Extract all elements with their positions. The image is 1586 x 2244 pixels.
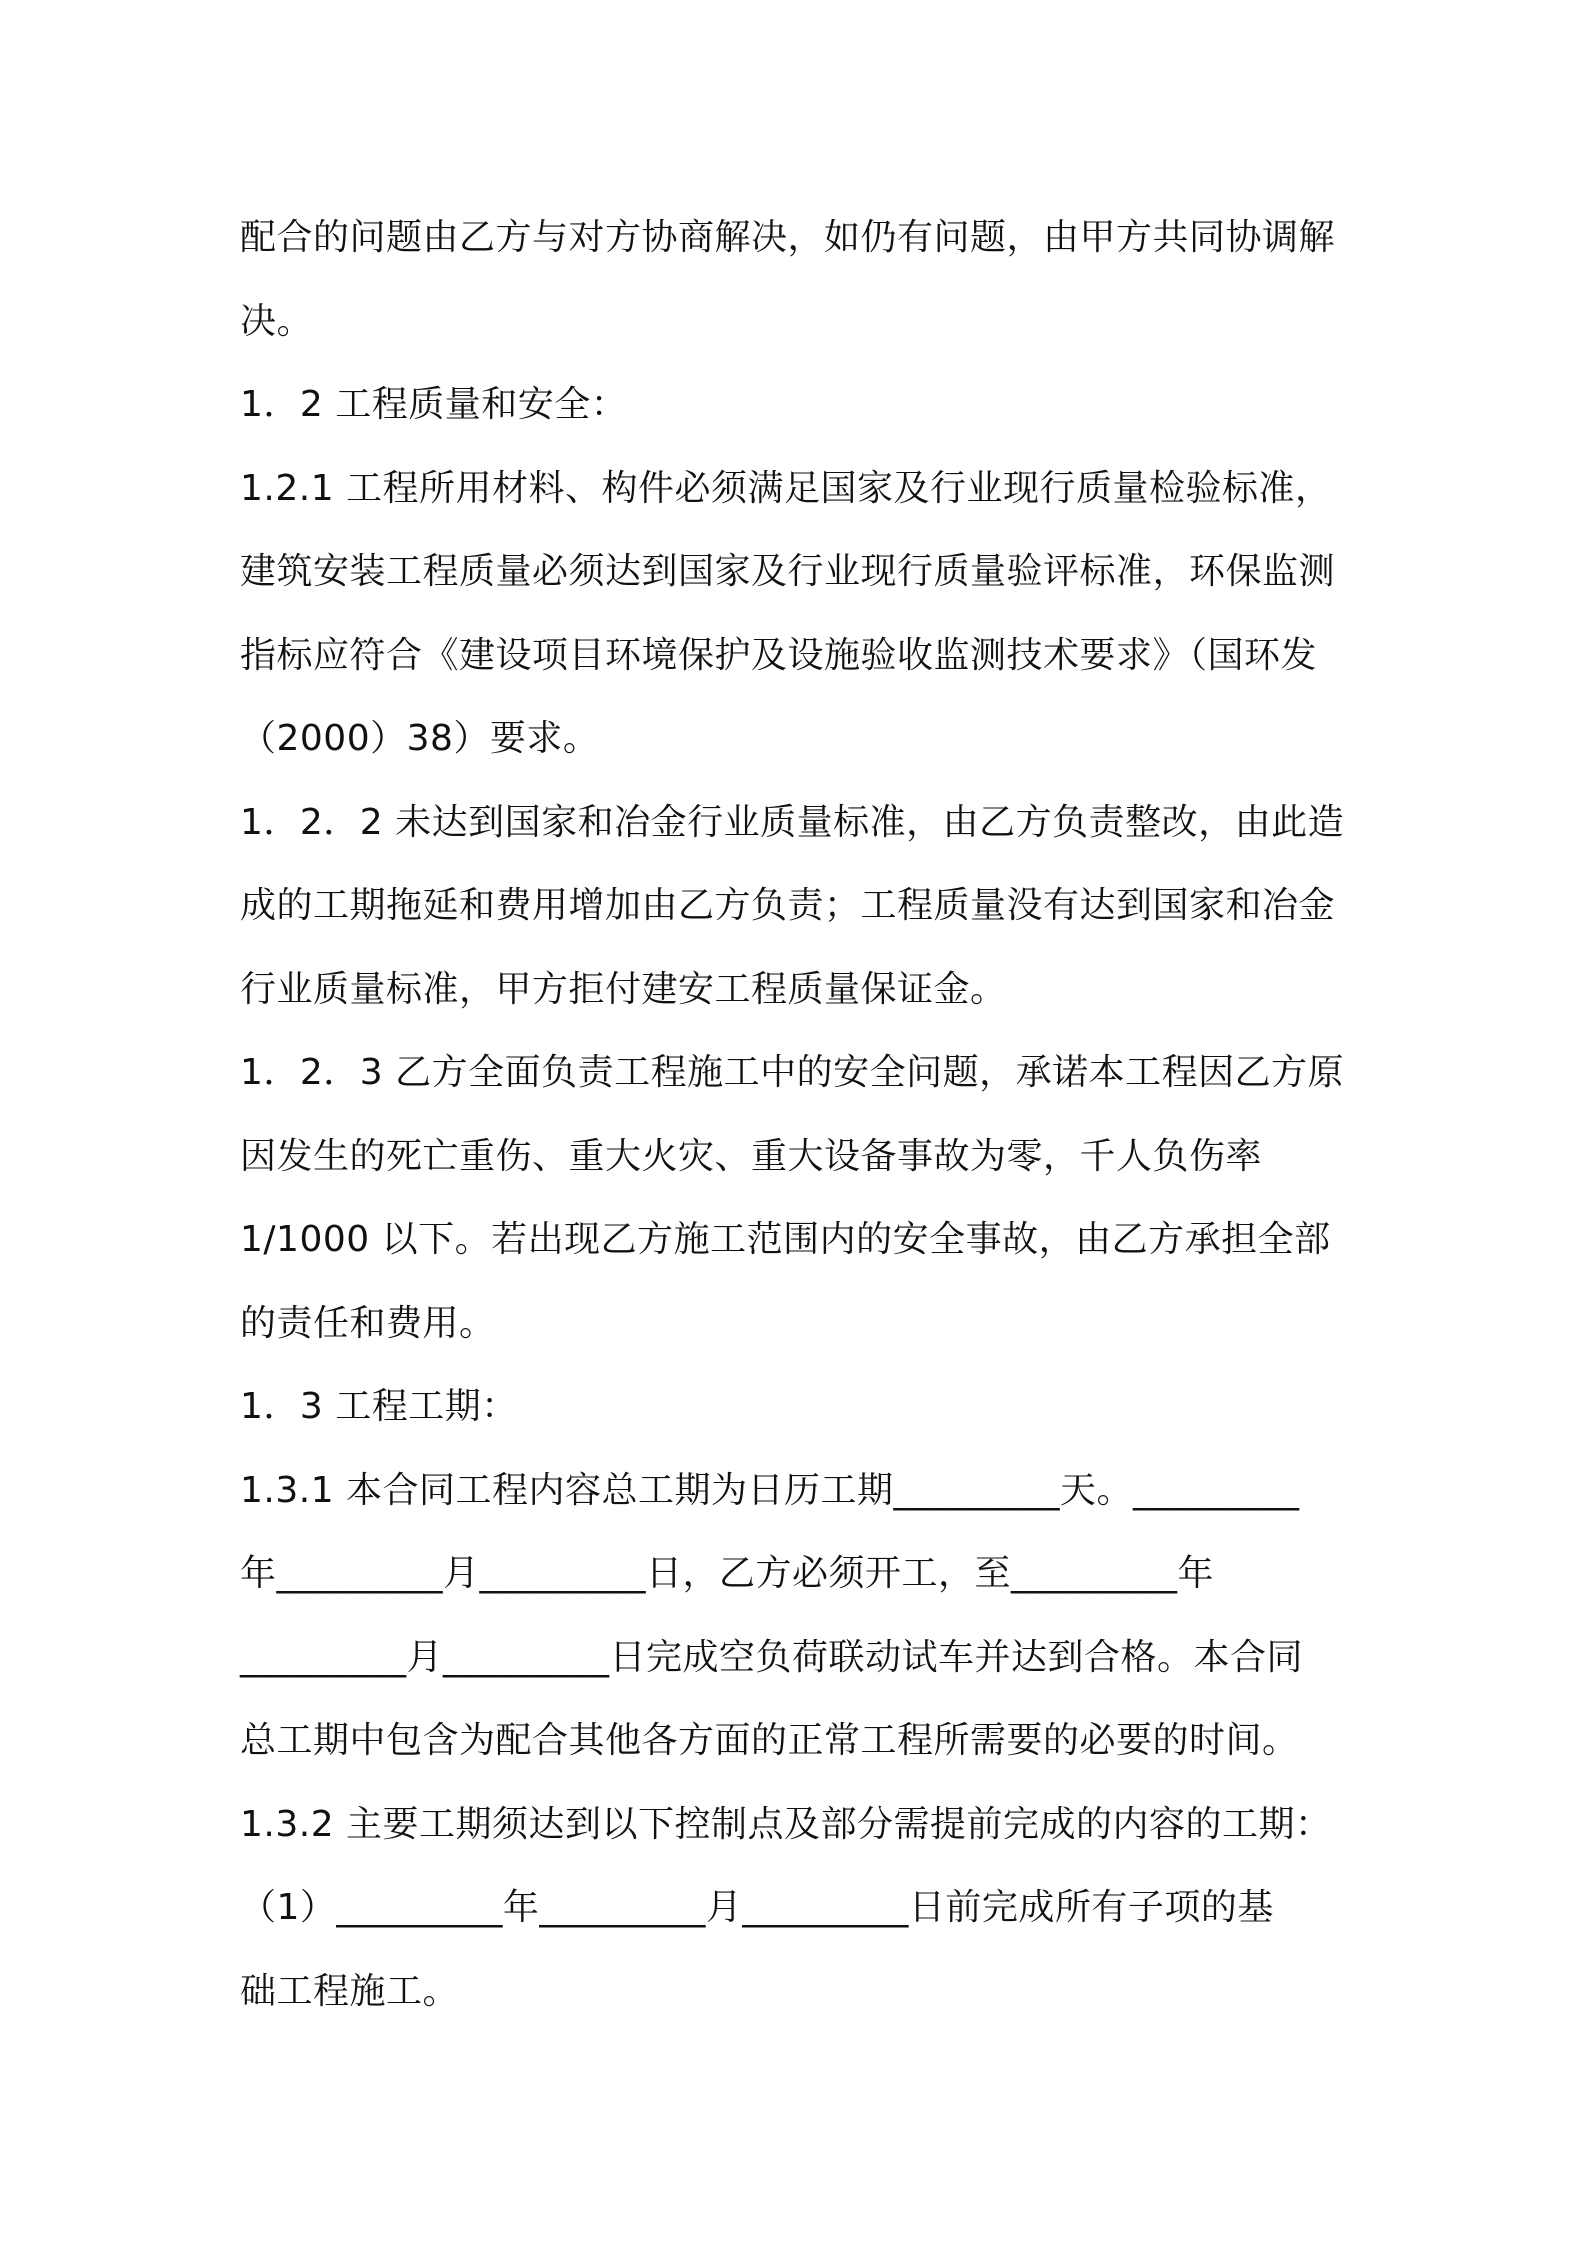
text-line: 配合的问题由乙方与对方协商解决，如仍有问题，由甲方共同协调解	[240, 217, 1336, 258]
clause-1-2-3	[240, 1031, 1358, 1365]
section-heading-schedule	[240, 1365, 1358, 1449]
text-line: 1．2．2 未达到国家和冶金行业质量标准，由乙方负责整改，由此造	[240, 801, 1345, 843]
text-line: 总工期中包含为配合其他各方面的正常工程所需要的必要的时间。	[240, 1720, 1299, 1761]
text-line: 1.2.1 工程所用材料、构件必须满足国家及行业现行质量检验标准，	[240, 467, 1332, 509]
clause-1-3-1	[240, 1449, 1358, 1783]
text-line: 因发生的死亡重伤、重大火灾、重大设备事故为零，千人负伤率	[240, 1135, 1263, 1177]
text-line: 年_________月_________日，乙方必须开工，至_________年	[240, 1553, 1215, 1594]
text-line: _________月_________日完成空负荷联动试车并达到合格。本合同	[240, 1636, 1304, 1678]
document-body	[240, 196, 1358, 2033]
clause-1-2-2	[240, 781, 1358, 1032]
text-line: 建筑安装工程质量必须达到国家及行业现行质量验评标准，环保监测	[240, 551, 1336, 592]
text-line: 决。	[240, 300, 314, 342]
text-line: 指标应符合《建设项目环境保护及设施验收监测技术要求》（国环发	[240, 634, 1318, 676]
text-line: 1/1000 以下。若出现乙方施工范围内的安全事故，由乙方承担全部	[240, 1219, 1331, 1260]
text-line: 1．2．3 乙方全面负责工程施工中的安全问题，承诺本工程因乙方原	[240, 1052, 1345, 1093]
text-line: （1）_________年_________月_________日前完成所有子项的基	[240, 1887, 1274, 1928]
text-line: 础工程施工。	[240, 1970, 460, 2012]
text-line: 1．2 工程质量和安全：	[240, 384, 628, 425]
clause-1-2-1	[240, 447, 1358, 781]
text-line: 成的工期拖延和费用增加由乙方负责；工程质量没有达到国家和冶金	[240, 885, 1336, 926]
text-line: （2000）38）要求。	[240, 718, 600, 759]
clause-1-3-2	[240, 1783, 1358, 2034]
text-line: 1.3.2 主要工期须达到以下控制点及部分需提前完成的内容的工期：	[240, 1803, 1332, 1845]
text-line: 行业质量标准，甲方拒付建安工程质量保证金。	[240, 968, 1007, 1010]
text-line: 的责任和费用。	[240, 1302, 496, 1344]
section-heading-quality-safety	[240, 363, 1358, 447]
text-line: 1．3 工程工期：	[240, 1386, 518, 1427]
text-line: 1.3.1 本合同工程内容总工期为日历工期_________天。_________	[240, 1469, 1300, 1511]
paragraph-coordination	[240, 196, 1358, 363]
